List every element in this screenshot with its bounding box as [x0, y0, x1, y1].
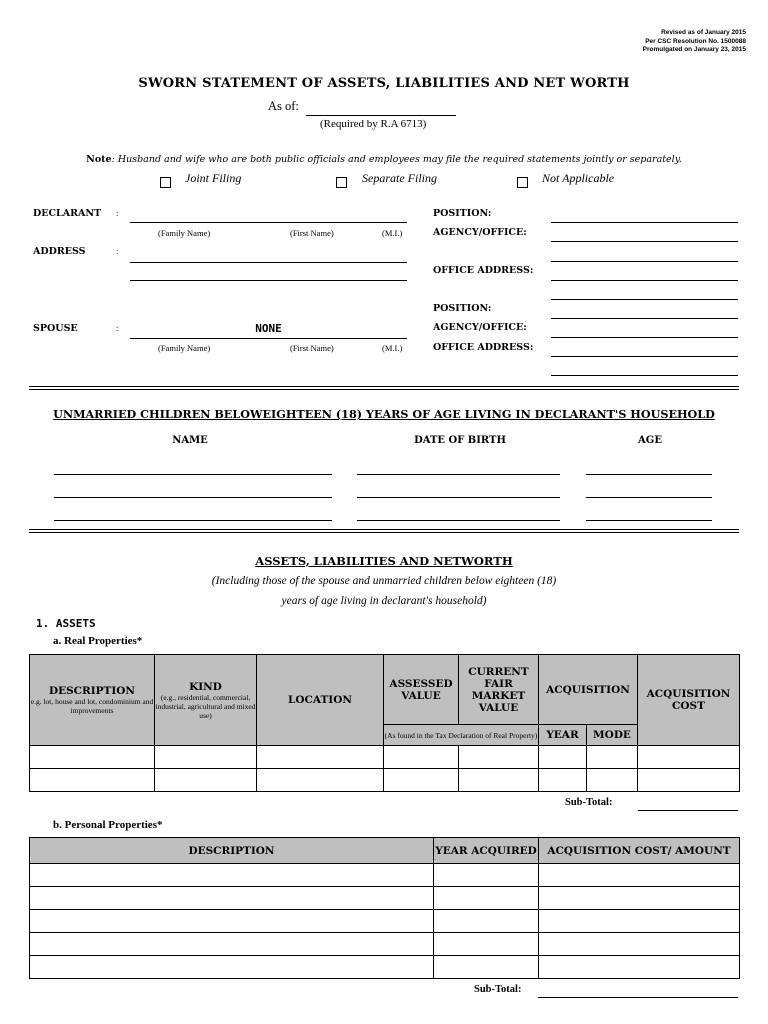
spouse-colon: : [116, 323, 119, 333]
children-dob-header: DATE OF BIRTH [414, 435, 506, 446]
spouse-mi-hint: (M.I.) [382, 343, 403, 353]
table-cell[interactable] [434, 910, 539, 933]
table-cell[interactable] [257, 746, 384, 769]
declarant-family-name-hint: (Family Name) [158, 228, 211, 238]
child-1-age-field[interactable] [586, 462, 712, 475]
personal-properties-heading: b. Personal Properties* [53, 819, 163, 831]
address-field-line-2[interactable] [130, 268, 407, 281]
children-name-header: NAME [172, 435, 208, 446]
real-subtotal-label: Sub-Total: [565, 797, 613, 808]
real-acquisition-header: ACQUISITION [539, 655, 638, 725]
address-field-line-1[interactable] [130, 250, 407, 263]
section-divider-2 [29, 529, 739, 533]
assets-subtitle-2: years of age living in declarant's household) [281, 595, 487, 607]
real-subtotal-field[interactable] [638, 798, 738, 811]
table-cell[interactable] [539, 746, 587, 769]
spouse-agency-field[interactable] [551, 325, 738, 338]
table-row [30, 910, 740, 933]
table-row [30, 864, 740, 887]
separate-filing-checkbox[interactable] [336, 177, 347, 188]
table-cell[interactable] [539, 956, 740, 979]
child-2-dob-field[interactable] [357, 485, 560, 498]
declarant-label: DECLARANT [33, 208, 102, 219]
table-cell[interactable] [587, 746, 638, 769]
table-cell[interactable] [30, 746, 155, 769]
table-row [30, 887, 740, 910]
child-2-age-field[interactable] [586, 485, 712, 498]
note-text: : Husband and wife who are both public officials and employees may file the required statements jointly or separately. [111, 154, 682, 165]
spouse-name-field[interactable]: NONE [130, 322, 407, 339]
real-mode-header: MODE [587, 725, 638, 746]
spouse-label: SPOUSE [33, 323, 78, 334]
assets-section-title: ASSETS, LIABILITIES AND NETWORTH [255, 554, 513, 568]
table-cell[interactable] [539, 864, 740, 887]
table-cell[interactable] [459, 769, 539, 792]
personal-subtotal-field[interactable] [538, 985, 738, 998]
table-cell[interactable] [539, 887, 740, 910]
personal-year-acquired-header: YEAR ACQUIRED [434, 838, 539, 864]
joint-filing-checkbox[interactable] [160, 177, 171, 188]
child-1-dob-field[interactable] [357, 462, 560, 475]
spouse-first-name-hint: (First Name) [290, 343, 334, 353]
declarant-office-address-field[interactable] [551, 268, 738, 281]
address-label: ADDRESS [33, 246, 86, 257]
table-cell[interactable] [384, 769, 459, 792]
table-cell[interactable] [539, 933, 740, 956]
table-cell[interactable] [434, 956, 539, 979]
declarant-first-name-hint: (First Name) [290, 228, 334, 238]
table-cell[interactable] [30, 864, 434, 887]
real-description-header: DESCRIPTION e.g. lot, house and lot, condominium and improvements [30, 655, 155, 746]
table-cell[interactable] [459, 746, 539, 769]
required-by-note: (Required by R.A 6713) [320, 118, 427, 130]
csc-resolution: Per CSC Resolution No. 1500088 [645, 37, 746, 45]
table-row [30, 769, 740, 792]
address-colon: : [116, 246, 119, 256]
declarant-name-field[interactable] [130, 210, 407, 223]
personal-acquisition-cost-header: ACQUISITION COST/ AMOUNT [539, 838, 740, 864]
table-cell[interactable] [434, 864, 539, 887]
as-of-field[interactable] [306, 101, 456, 116]
joint-filing-label: Joint Filing [185, 171, 242, 185]
child-3-name-field[interactable] [54, 508, 332, 521]
child-1-name-field[interactable] [54, 462, 332, 475]
spouse-agency-label: AGENCY/OFFICE: [433, 322, 527, 333]
table-cell[interactable] [434, 887, 539, 910]
real-tax-declaration-hint: (As found in the Tax Declaration of Real Property) [384, 725, 539, 746]
declarant-agency-field[interactable] [551, 229, 738, 242]
spouse-office-address-field[interactable] [551, 344, 738, 357]
not-applicable-checkbox[interactable] [517, 177, 528, 188]
table-cell[interactable] [539, 769, 587, 792]
real-fair-market-value-header: CURRENT FAIR MARKET VALUE [459, 655, 539, 725]
table-cell[interactable] [434, 933, 539, 956]
personal-description-header: DESCRIPTION [30, 838, 434, 864]
table-cell[interactable] [30, 769, 155, 792]
table-cell[interactable] [257, 769, 384, 792]
table-cell[interactable] [539, 910, 740, 933]
real-properties-heading: a. Real Properties* [53, 635, 143, 647]
table-row [30, 933, 740, 956]
table-cell[interactable] [30, 956, 434, 979]
assets-subtitle-1: (Including those of the spouse and unmarried children below eighteen (18) [211, 575, 557, 587]
real-location-header: LOCATION [257, 655, 384, 746]
separate-filing-label: Separate Filing [362, 171, 437, 185]
child-2-name-field[interactable] [54, 485, 332, 498]
table-row [30, 746, 740, 769]
table-cell[interactable] [30, 933, 434, 956]
real-properties-table [29, 654, 740, 792]
declarant-office-address-field-2[interactable] [551, 287, 738, 300]
child-3-dob-field[interactable] [357, 508, 560, 521]
revised-date: Revised as of January 2015 [661, 29, 746, 36]
declarant-agency-field-2[interactable] [551, 249, 738, 262]
spouse-office-address-label: OFFICE ADDRESS: [433, 342, 534, 353]
declarant-agency-label: AGENCY/OFFICE: [433, 227, 527, 238]
real-assessed-value-header: ASSESSED VALUE [384, 655, 459, 725]
as-of-label: As of: [268, 99, 299, 113]
revision-info [643, 29, 746, 55]
children-section-title: UNMARRIED CHILDREN BELOWEIGHTEEN (18) YEARS OF AGE LIVING IN DECLARANT'S HOUSEHOLD [53, 407, 715, 421]
note-label: Note [86, 154, 112, 165]
table-cell[interactable] [384, 746, 459, 769]
table-cell[interactable] [638, 746, 740, 769]
declarant-position-field[interactable] [551, 210, 738, 223]
table-cell[interactable] [638, 769, 740, 792]
personal-subtotal-label: Sub-Total: [474, 984, 522, 995]
assets-heading: 1. ASSETS [36, 617, 96, 630]
declarant-office-address-label: OFFICE ADDRESS: [433, 265, 534, 276]
declarant-mi-hint: (M.I.) [382, 228, 403, 238]
promulgation-date: Promulgated on January 23, 2015 [642, 46, 746, 53]
table-cell[interactable] [30, 910, 434, 933]
real-kind-header: KIND (e.g., residential, commercial, industrial, agricultural and mixed use) [155, 655, 257, 746]
personal-properties-table [29, 837, 740, 979]
form-title: SWORN STATEMENT OF ASSETS, LIABILITIES AND NET WORTH [138, 76, 630, 91]
table-cell[interactable] [155, 746, 257, 769]
declarant-position-label: POSITION: [433, 208, 492, 219]
table-cell[interactable] [155, 769, 257, 792]
table-row [30, 956, 740, 979]
spouse-position-field[interactable] [551, 306, 738, 319]
spouse-position-label: POSITION: [433, 303, 492, 314]
spouse-family-name-hint: (Family Name) [158, 343, 211, 353]
declarant-colon: : [116, 208, 119, 218]
table-cell[interactable] [587, 769, 638, 792]
filing-note [0, 154, 768, 165]
not-applicable-label: Not Applicable [542, 171, 615, 185]
spouse-office-address-field-2[interactable] [551, 363, 738, 376]
child-3-age-field[interactable] [586, 508, 712, 521]
real-year-header: YEAR [539, 725, 587, 746]
children-age-header: AGE [638, 435, 662, 446]
table-cell[interactable] [30, 887, 434, 910]
real-acquisition-cost-header: ACQUISITION COST [638, 655, 740, 746]
section-divider-1 [29, 386, 739, 390]
